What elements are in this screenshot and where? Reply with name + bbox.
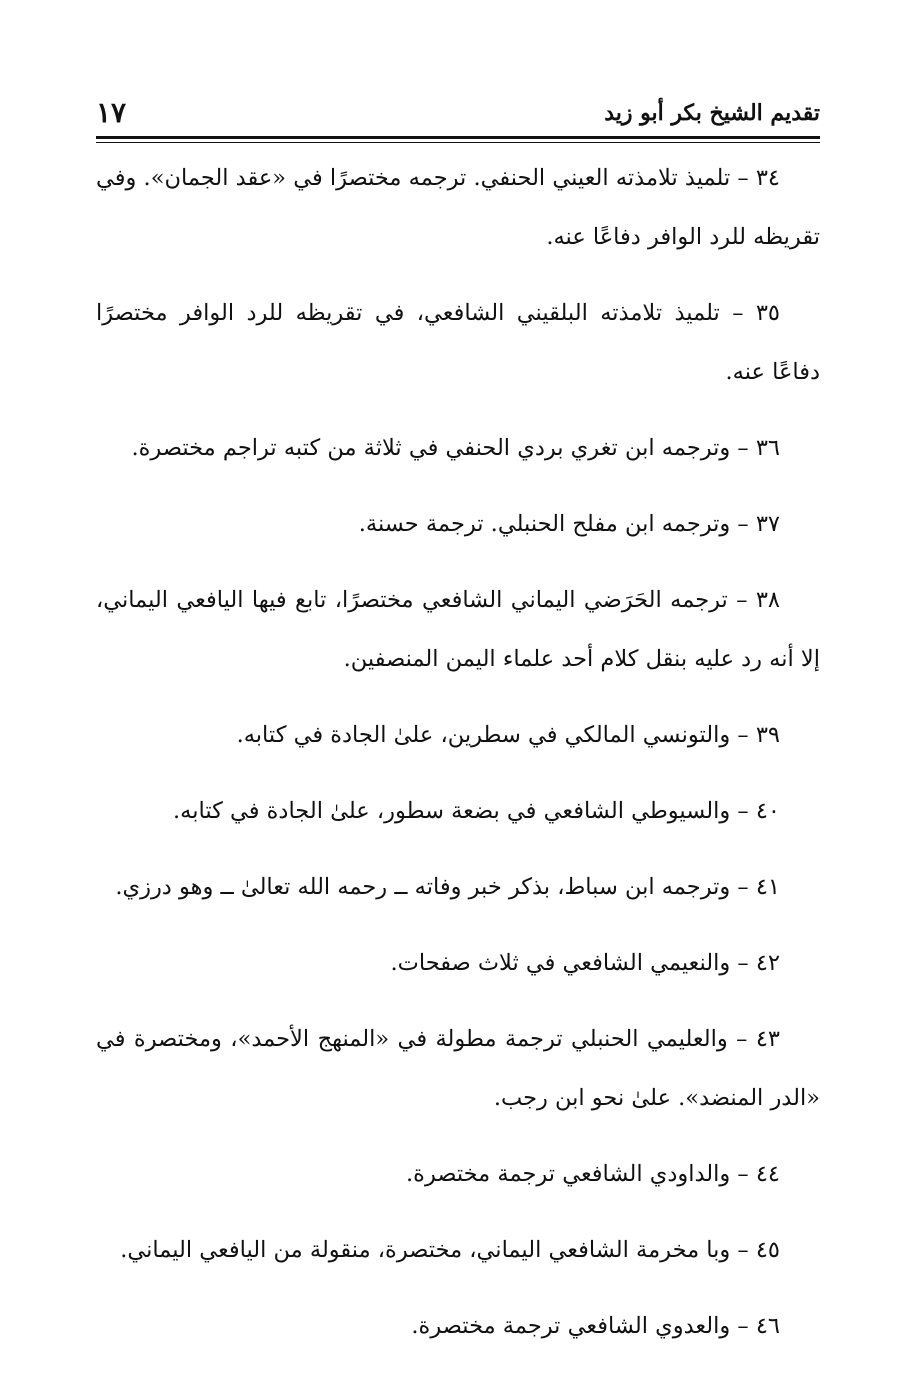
entry-38: ٣٨ – ترجمه الحَرَضي اليماني الشافعي مختصرًا، تابع فيها اليافعي اليماني، إلا أنه رد عليه بنقل كلام أحد علماء اليمن المنصفين. [96,587,820,672]
page-body [96,149,820,1356]
page-number: ١٧ [96,96,127,129]
entry-34: ٣٤ – تلميذ تلامذته العيني الحنفي. ترجمه مختصرًا في «عقد الجمان». وفي تقريظه للرد الوافر دفاعًا عنه. [96,165,820,250]
entry-39: ٣٩ – والتونسي المالكي في سطرين، علىٰ الجادة في كتابه. [236,722,780,748]
running-title: تقديم الشيخ بكر أبو زيد [604,100,820,126]
entry-40: ٤٠ – والسيوطي الشافعي في بضعة سطور، علىٰ الجادة في كتابه. [173,798,780,824]
book-page [96,92,820,1373]
entry-42: ٤٢ – والنعيمي الشافعي في ثلاث صفحات. [390,950,780,976]
entry-35: ٣٥ – تلميذ تلامذته البلقيني الشافعي، في تقريظه للرد الوافر مختصرًا دفاعًا عنه. [96,300,820,385]
entry-43: ٤٣ – والعليمي الحنبلي ترجمة مطولة في «المنهج الأحمد»، ومختصرة في «الدر المنضد». علىٰ نحو ابن رجب. [96,1026,820,1111]
page-header [96,92,820,136]
entry-37: ٣٧ – وترجمه ابن مفلح الحنبلي. ترجمة حسنة. [358,511,780,537]
entry-46: ٤٦ – والعدوي الشافعي ترجمة مختصرة. [411,1313,780,1339]
entry-45: ٤٥ – وبا مخرمة الشافعي اليماني، مختصرة، منقولة من اليافعي اليماني. [120,1237,780,1263]
entry-36: ٣٦ – وترجمه ابن تغري بردي الحنفي في ثلاثة من كتبه تراجم مختصرة. [131,435,780,461]
entry-44: ٤٤ – والداودي الشافعي ترجمة مختصرة. [406,1161,780,1187]
entry-41: ٤١ – وترجمه ابن سباط، بذكر خبر وفاته ــ رحمه الله تعالىٰ ــ وهو درزي. [115,874,780,900]
header-rule-thick [96,136,820,139]
header-rule-thin [96,142,820,143]
